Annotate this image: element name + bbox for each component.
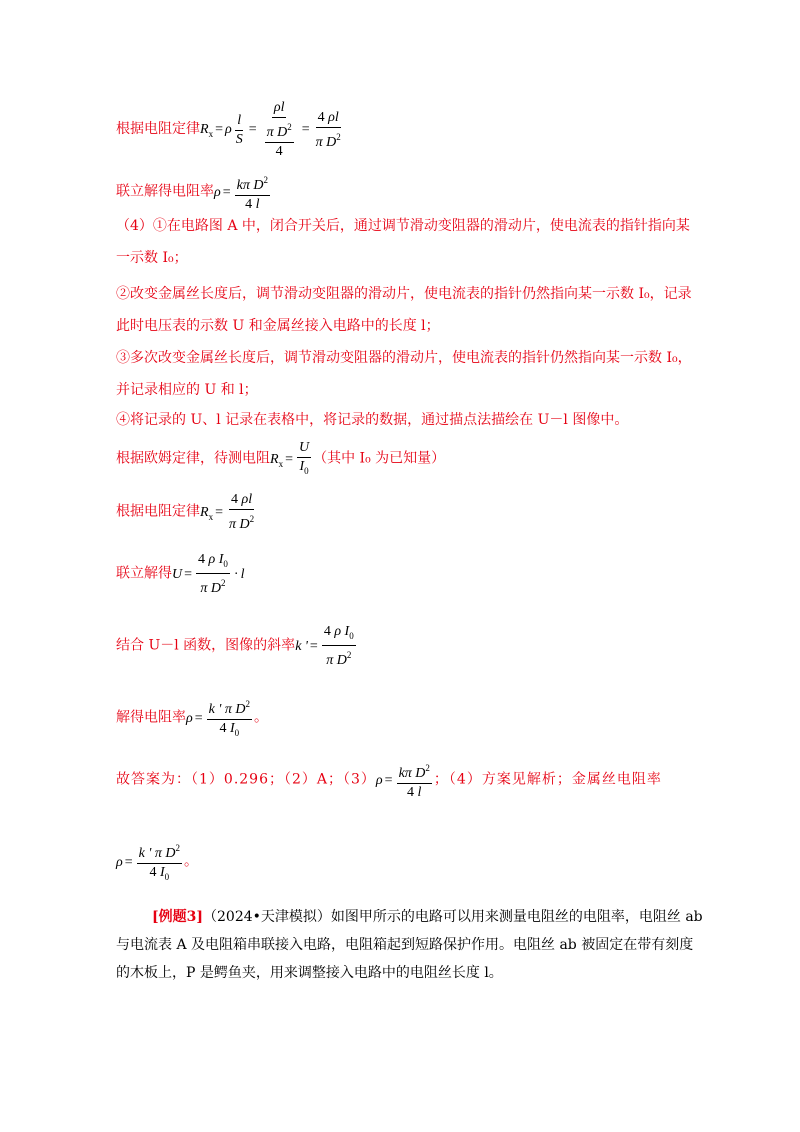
formula: $R_x$ = $\frac{U}{I_0}$ bbox=[270, 440, 310, 476]
label-text: 根据欧姆定律，待测电阻 bbox=[116, 450, 270, 467]
formula-line-resistivity bbox=[116, 172, 710, 213]
step-1-line-a: （4）①在电路图 A 中，闭合开关后，通过调节滑动变阻器的滑动片，使电流表的指针指向某 bbox=[116, 218, 690, 234]
formula: k ' = $\frac{4 \rho I_0}{\pi D^2}$ bbox=[295, 624, 354, 668]
formula: ρ = $\frac{k\pi D^2}{4 l}$ bbox=[376, 773, 434, 788]
formula-line-solve-u bbox=[116, 552, 710, 597]
example-paragraph bbox=[116, 903, 710, 987]
formula-line-solve-rho bbox=[116, 696, 710, 741]
formula: ρ = $\frac{k ' \pi D^2}{4 I_0}$ bbox=[116, 855, 184, 870]
answer-final-formula bbox=[116, 840, 710, 885]
example-text: （2024•天津模拟）如图甲所示的电路可以用来测量电阻丝的电阻率，电阻丝 ab bbox=[203, 909, 703, 925]
formula-line-slope bbox=[116, 624, 710, 669]
formula: $R_x = \rho$ $\frac{l}{S}$ = $\frac{\rho l}{\frac{\pi D^2}{4}}$ = $\frac{4 \rho l}{\pi D^2}$ bbox=[200, 100, 341, 159]
example-line-1 bbox=[116, 903, 710, 931]
period: 。 bbox=[253, 709, 268, 726]
label-text: 联立解得电阻率 bbox=[116, 183, 214, 200]
step-2-line-a: ②改变金属丝长度后，调节滑动变阻器的滑动片，使电流表的指针仍然指向某一示数 I₀，记录 bbox=[116, 286, 692, 302]
example-line-2: 与电流表 A 及电阻箱串联接入电路，电阻箱起到短路保护作用。电阻丝 ab 被固定在带有刻度 bbox=[116, 937, 694, 953]
step-3-line-a: ③多次改变金属丝长度后，调节滑动变阻器的滑动片，使电流表的指针仍然指向某一示数 I₀， bbox=[116, 350, 692, 366]
answer-mid: ；（4）方案见解析；金属丝电阻率 bbox=[433, 771, 662, 788]
label-text: 联立解得 bbox=[116, 565, 172, 582]
formula: ρ = $\frac{k ' \pi D^2}{4 I_0}$ bbox=[186, 711, 254, 726]
note-text: （其中 I₀ 为已知量） bbox=[313, 450, 446, 467]
step-1-line-b: 一示数 I₀； bbox=[116, 250, 188, 266]
formula-line-ohm bbox=[116, 440, 710, 479]
formula-line-resistance-law bbox=[116, 100, 710, 160]
label-text: 结合 U－l 函数，图像的斜率 bbox=[116, 637, 296, 654]
example-line-3: 的木板上，P 是鳄鱼夹，用来调整接入电路中的电阻丝长度 l。 bbox=[116, 965, 503, 981]
formula: $R_x$ = $\frac{4 \rho l}{\pi D^2}$ bbox=[200, 492, 255, 532]
step-4-line: ④将记录的 U、l 记录在表格中，将记录的数据，通过描点法描绘在 U－l 图像中。 bbox=[116, 412, 629, 428]
label-text: 根据电阻定律 bbox=[116, 121, 200, 138]
example-label: [例题3] bbox=[152, 909, 203, 925]
answer-prefix: 故答案为：（1）0.296；（2）A；（3） bbox=[116, 771, 376, 788]
formula: U = $\frac{4 \rho I_0}{\pi D^2}$ · l bbox=[172, 552, 245, 596]
formula-line-resistance-law-2 bbox=[116, 492, 710, 533]
step-2-line-b: 此时电压表的示数 U 和金属丝接入电路中的长度 l； bbox=[116, 318, 440, 334]
formula: ρ = $\frac{k\pi D^2}{4 l}$ bbox=[214, 185, 272, 200]
period: 。 bbox=[183, 853, 198, 870]
label-text: 解得电阻率 bbox=[116, 709, 186, 726]
step-3-line-b: 并记录相应的 U 和 l； bbox=[116, 382, 258, 398]
label-text: 根据电阻定律 bbox=[116, 503, 200, 520]
answer-line bbox=[116, 760, 710, 801]
